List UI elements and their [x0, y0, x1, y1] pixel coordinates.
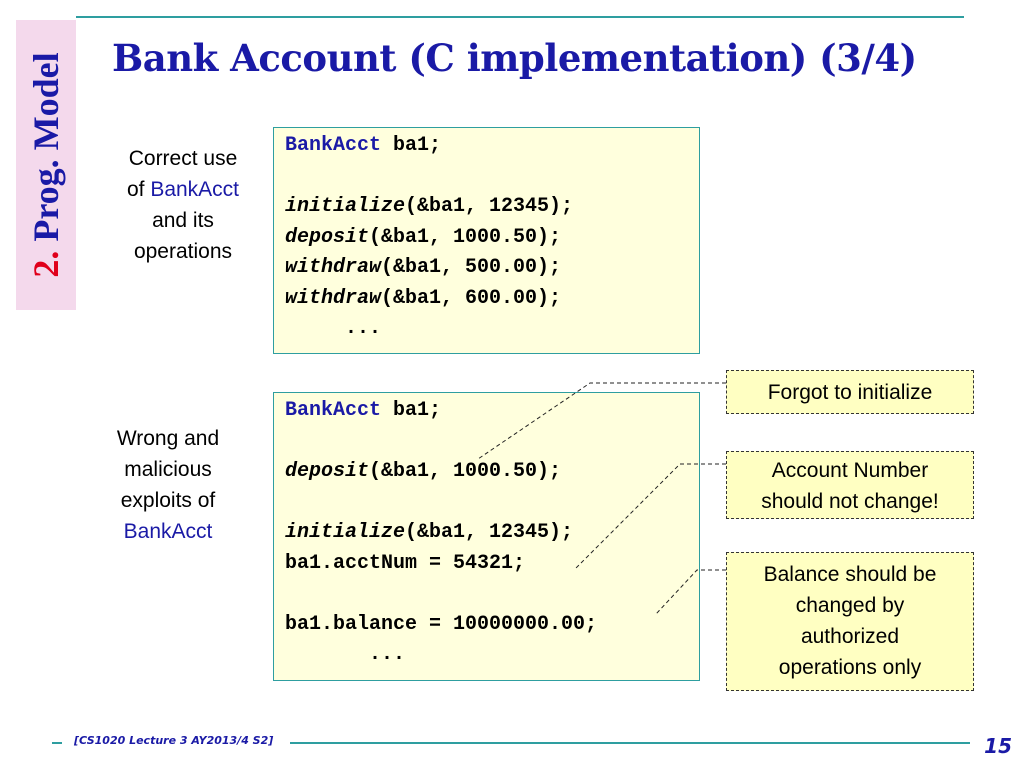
caption-line: Correct use	[128, 147, 238, 170]
connector-forgot-initialize	[478, 383, 726, 459]
code-type: BankAcct	[285, 134, 382, 157]
caption-line: and its	[152, 209, 214, 232]
code-text: ba1;	[381, 399, 442, 422]
code-text: (&ba1, 1000.50);	[369, 225, 562, 249]
code-function: deposit	[285, 460, 370, 483]
note-line: Account Number	[771, 459, 929, 482]
footer-dash	[52, 742, 62, 744]
note-account-number	[726, 451, 974, 519]
code-text: ba1;	[381, 134, 442, 157]
section-number: 2.	[26, 250, 66, 278]
page-number: 15	[984, 734, 1012, 758]
footer-label: [CS1020 Lecture 3 AY2013/4 S2]	[74, 734, 274, 747]
caption-line: Wrong and	[116, 427, 220, 450]
note-line: Forgot to initialize	[767, 381, 933, 404]
note-line: should not change!	[761, 490, 939, 513]
caption-line: exploits of	[120, 489, 216, 512]
code-ellipsis: ...	[285, 643, 406, 666]
code-ellipsis: ...	[285, 317, 382, 340]
note-line: operations only	[778, 656, 922, 679]
caption-type-name: BankAcct	[123, 520, 213, 543]
code-function: deposit	[285, 225, 370, 249]
connector-balance	[656, 570, 726, 614]
footer-rule	[290, 742, 970, 744]
connector-account-number	[574, 464, 726, 570]
code-function: initialize	[285, 521, 406, 544]
note-balance	[726, 552, 974, 691]
note-line: authorized	[800, 625, 900, 648]
code-function: withdraw	[285, 286, 382, 310]
code-function: withdraw	[285, 256, 382, 279]
code-line: ba1.acctNum = 54321;	[285, 551, 526, 575]
code-line: ba1.balance = 10000000.00;	[285, 612, 598, 636]
code-text: (&ba1, 500.00);	[381, 256, 562, 279]
code-text: (&ba1, 12345);	[405, 521, 574, 544]
slide-title: Bank Account (C implementation) (3/4)	[112, 36, 917, 80]
code-function: initialize	[285, 195, 406, 218]
caption-line: malicious	[124, 458, 212, 481]
caption-line: operations	[133, 240, 233, 263]
code-text: (&ba1, 12345);	[405, 195, 574, 218]
code-text: (&ba1, 1000.50);	[369, 460, 562, 483]
section-name: Prog. Model	[26, 52, 66, 242]
note-line: Balance should be	[763, 563, 937, 586]
note-forgot-initialize	[726, 370, 974, 414]
caption-of: of	[126, 178, 151, 201]
code-type: BankAcct	[285, 399, 382, 422]
caption-type-name: BankAcct	[150, 178, 240, 201]
note-line: changed by	[795, 594, 905, 617]
code-text: (&ba1, 600.00);	[381, 286, 562, 310]
